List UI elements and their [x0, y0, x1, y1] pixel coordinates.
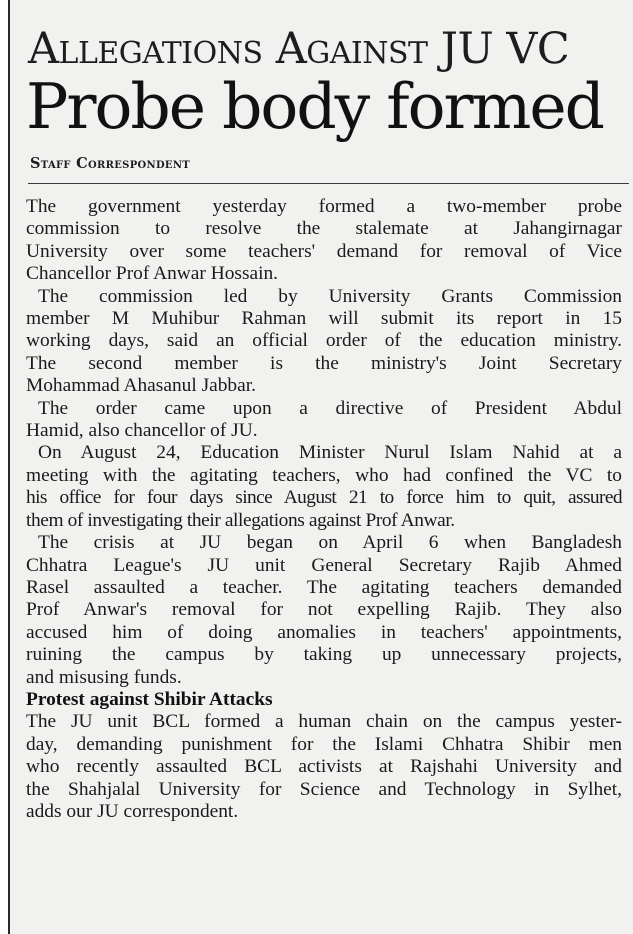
- paragraph-6: [26, 711, 622, 823]
- body-line: meeting with the agitating teachers, who had confined the VC to: [26, 464, 622, 486]
- body-line: member M Muhibur Rahman will submit its report in 15: [26, 308, 622, 330]
- body-line: Mohammad Ahasanul Jabbar.: [26, 375, 256, 397]
- newspaper-clipping: [8, 0, 633, 934]
- body-line: The second member is the ministry's Joint Secretary: [26, 352, 622, 374]
- paragraph-5: [26, 532, 622, 689]
- body-line: Prof Anwar's removal for not expelling Rajib. They also: [26, 599, 622, 621]
- body-line: The crisis at JU began on April 6 when Bangladesh: [38, 532, 622, 554]
- body-line: who recently assaulted BCL activists at Rajshahi University and: [26, 756, 622, 778]
- body-line: Chancellor Prof Anwar Hossain.: [26, 263, 279, 285]
- paragraph-1: [26, 196, 622, 286]
- body-line: University over some teachers' demand for removal of Vice: [26, 240, 622, 262]
- body-line: Chhatra League's JU unit General Secretary Rajib Ahmed: [26, 554, 622, 576]
- body-line: accused him of doing anomalies in teachers' appointments,: [26, 621, 622, 643]
- body-line: The order came upon a directive of President Abdul: [38, 397, 622, 419]
- body-line: day, demanding punishment for the Islami Chhatra Shibir men: [26, 733, 622, 755]
- article-body: [26, 196, 622, 823]
- body-line: commission to resolve the stalemate at Jahangirnagar: [26, 218, 622, 240]
- section-subhead: Protest against Shibir Attacks: [26, 688, 273, 710]
- body-line: adds our JU correspondent.: [26, 800, 239, 822]
- paragraph-2: [26, 286, 622, 398]
- body-line: them of investigating their allegations against Prof Anwar.: [26, 509, 455, 531]
- body-line: his office for four days since August 21 to force him to quit, assured: [26, 487, 622, 509]
- body-line: Rasel assaulted a teacher. The agitating teachers demanded: [26, 576, 622, 598]
- body-line: The JU unit BCL formed a human chain on the campus yester-: [26, 711, 622, 733]
- kicker-headline: Allegations Against JU VC: [28, 24, 570, 74]
- paragraph-4: [26, 442, 622, 532]
- body-line: the Shahjalal University for Science and Technology in Sylhet,: [26, 778, 622, 800]
- body-line: and misusing funds.: [26, 666, 182, 688]
- body-line: ruining the campus by taking up unnecessary projects,: [26, 644, 622, 666]
- byline-divider: [28, 183, 629, 184]
- body-line: The government yesterday formed a two-member probe: [26, 196, 622, 217]
- body-line: Hamid, also chancellor of JU.: [26, 420, 258, 442]
- byline: Staff Correspondent: [30, 155, 191, 172]
- main-headline: Probe body formed: [26, 70, 603, 143]
- paragraph-3: [26, 398, 622, 443]
- body-line: On August 24, Education Minister Nurul Islam Nahid at a: [38, 442, 622, 464]
- body-line: working days, said an official order of the education ministry.: [26, 330, 622, 352]
- body-line: The commission led by University Grants Commission: [38, 285, 622, 307]
